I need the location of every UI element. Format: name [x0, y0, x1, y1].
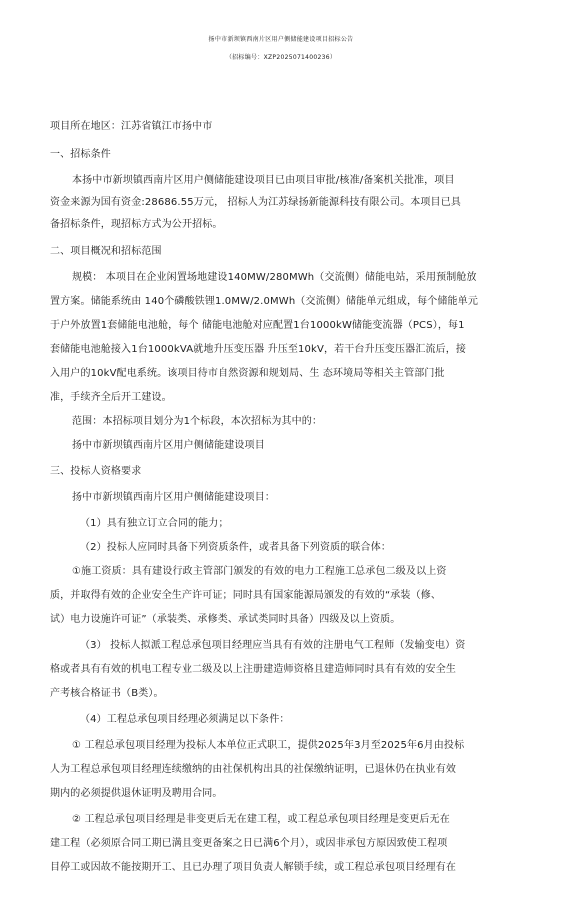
- requirement-item: （4）工程总承包项目经理必须满足以下条件：: [80, 714, 290, 725]
- paragraph-line: 本扬中市新坝镇西南片区用户侧储能建设项目已由项目审批/核准/备案机关批准，项目: [72, 175, 455, 186]
- section-2-heading: 二、项目概况和招标范围: [50, 246, 162, 257]
- paragraph-line: 准，手续齐全后开工建设。: [50, 392, 172, 403]
- section-3-heading: 三、投标人资格要求: [50, 466, 142, 477]
- page-title: 扬中市新坝镇西南片区用户侧储能建设项目招标公告: [208, 36, 354, 43]
- paragraph-line: 质，并取得有效的企业安全生产许可证；同时具有国家能源局颁发的有效的“承装（修、: [50, 590, 442, 601]
- paragraph-line: 规模： 本项目在企业闲置场地建设140MW/280MWh（交流侧）储能电站，采用预制舱放: [72, 272, 477, 283]
- paragraph-line: ② 工程总承包项目经理是非变更后无在建工程，或工程总承包项目经理是变更后无在: [72, 814, 450, 825]
- paragraph-line: ① 工程总承包项目经理为投标人本单位正式职工，提供2025年3月至2025年6月由投标: [72, 740, 465, 751]
- paragraph-line: 建工程（必须原合同工期已满且变更备案之日已满6个月），或因非承包方原因致使工程项: [50, 838, 448, 849]
- paragraph-line: 期内的必须提供退休证明及聘用合同。: [50, 788, 223, 799]
- paragraph-line: 备招标条件，现招标方式为公开招标。: [50, 219, 223, 230]
- paragraph-line: （3） 投标人拟派工程总承包项目经理应当具有有效的注册电气工程师（发输变电）资: [80, 640, 466, 651]
- paragraph-line: 置方案。储能系统由 140个磷酸铁锂1.0MW/2.0MWh（交流侧）储能单元组成，每个储能单元: [50, 296, 479, 307]
- lot-name: 扬中市新坝镇西南片区用户侧储能建设项目: [72, 440, 265, 451]
- paragraph-line: 试）电力设施许可证”（承装类、承修类、承试类同时具备）四级及以上资质。: [50, 614, 401, 625]
- project-location: 项目所在地区：江苏省镇江市扬中市: [50, 121, 213, 132]
- paragraph-line: 套储能电池舱接入1台1000kVA就地升压变压器 升压至10kV，若干台升压变压器汇流后，接: [50, 344, 467, 355]
- paragraph-line: 扬中市新坝镇西南片区用户侧储能建设项目：: [72, 492, 275, 503]
- paragraph-line: 资金来源为国有资金:28686.55万元， 招标人为江苏绿扬新能源科技有限公司。本项目已具: [50, 197, 462, 208]
- paragraph-line: 入用户的10kV配电系统。该项目待市自然资源和规划局、生 态环境局等相关主管部门批: [50, 368, 445, 379]
- requirement-item: （2）投标人应同时具备下列资质条件，或者具备下列资质的联合体：: [80, 542, 392, 553]
- bid-number: （招标编号：XZP2025071400236）: [225, 54, 337, 61]
- paragraph-line: 格或者具有有效的机电工程专业二级及以上注册建造师资格且建造师同时具有有效的安全生: [50, 664, 456, 675]
- section-1-heading: 一、招标条件: [50, 149, 111, 160]
- paragraph-line: 产考核合格证书（B类）。: [50, 688, 164, 699]
- paragraph-line: 于户外放置1套储能电池舱，每个 储能电池舱对应配置1台1000kW储能变流器（PCS），每1: [50, 320, 465, 331]
- paragraph-line: 人为工程总承包项目经理连续缴纳的由社保机构出具的社保缴纳证明，已退休仍在执业有效: [50, 764, 456, 775]
- paragraph-line: 目停工或因故不能按期开工、且已办理了项目负责人解锁手续，或工程总承包项目经理有在: [50, 862, 456, 873]
- paragraph-line: ①施工资质：具有建设行政主管部门颁发的有效的电力工程施工总承包二级及以上资: [72, 566, 447, 577]
- scope-line: 范围：本招标项目划分为1个标段，本次招标为其中的：: [72, 416, 323, 427]
- requirement-item: （1）具有独立订立合同的能力；: [80, 518, 229, 529]
